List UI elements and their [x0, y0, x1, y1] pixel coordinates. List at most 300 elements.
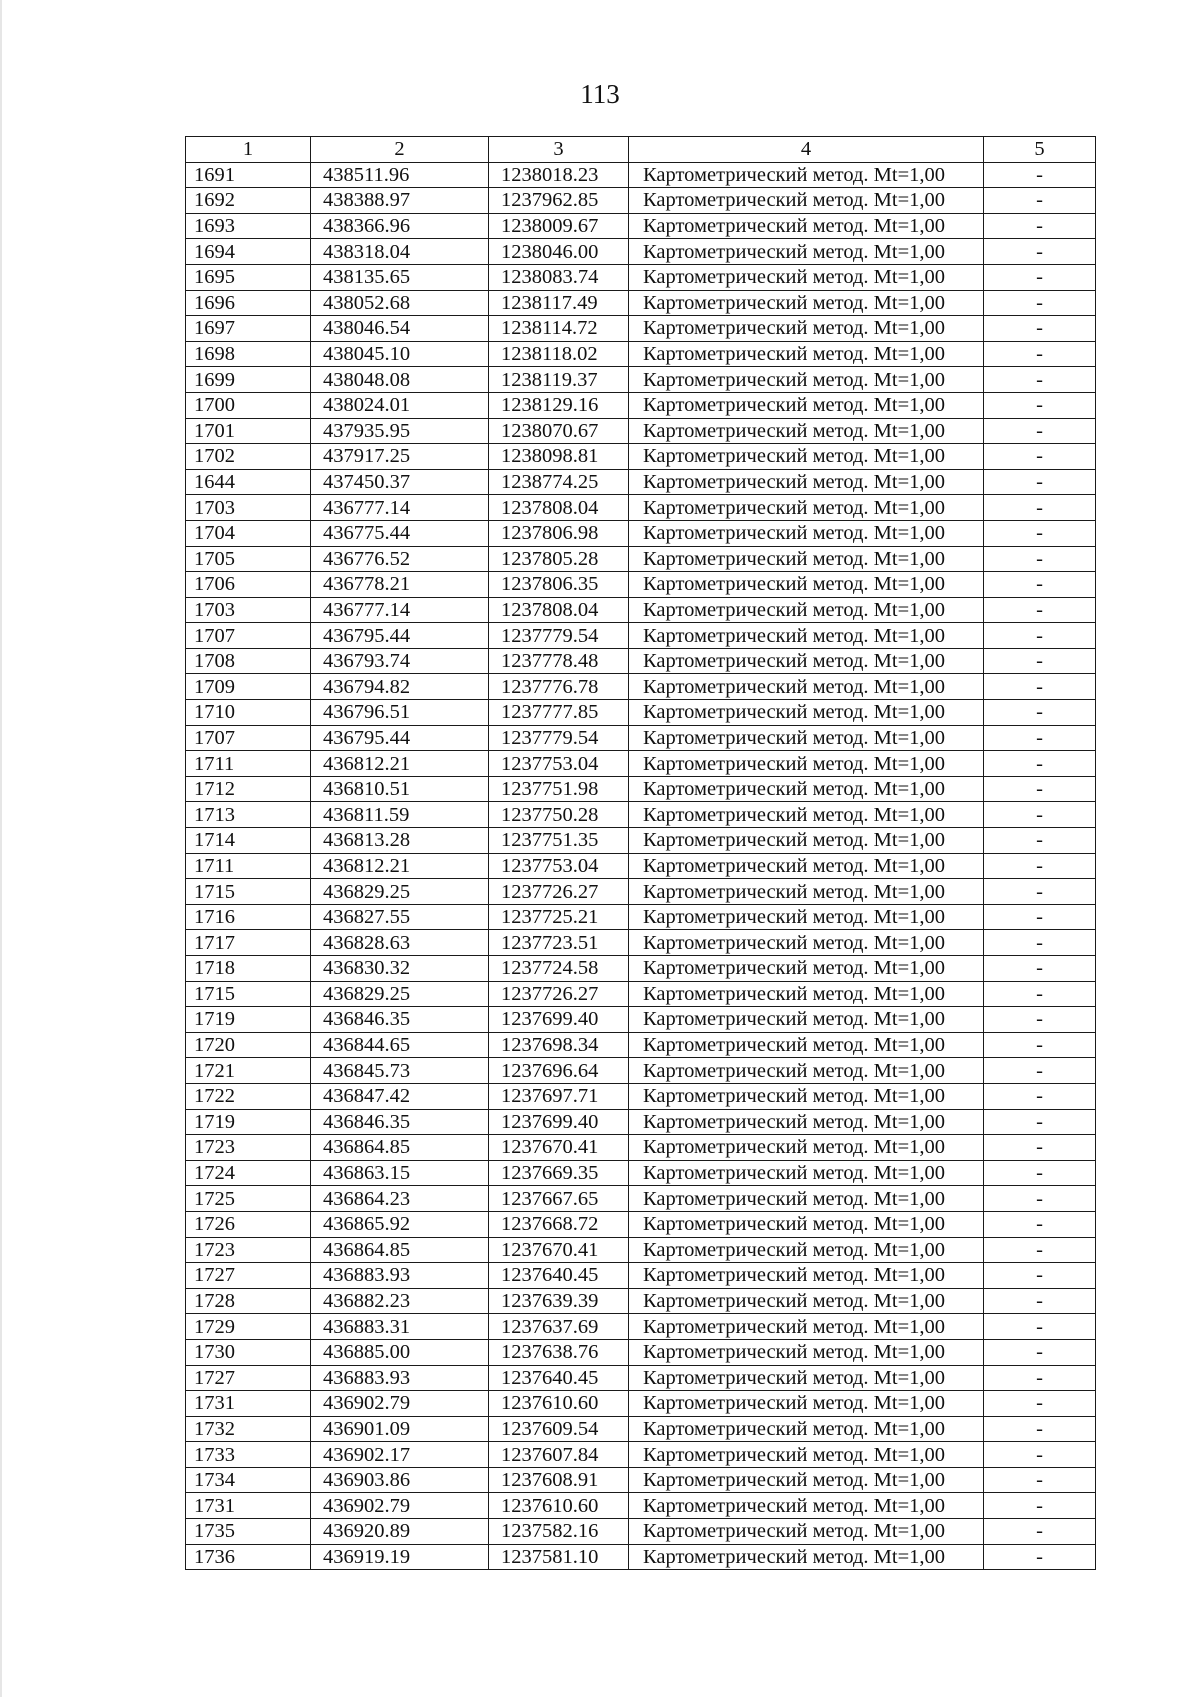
point-number-cell: 1704 — [186, 520, 311, 546]
coord-x-cell: 436846.35 — [311, 1007, 489, 1033]
coord-y-cell: 1237640.45 — [489, 1263, 629, 1289]
table-row — [186, 1365, 1096, 1391]
point-number-cell: 1696 — [186, 290, 311, 316]
method-cell: Картометрический метод. Mt=1,00 — [629, 674, 984, 700]
point-number-cell: 1705 — [186, 546, 311, 572]
coord-x-cell: 438024.01 — [311, 392, 489, 418]
coord-y-cell: 1237639.39 — [489, 1288, 629, 1314]
accuracy-cell: - — [984, 418, 1096, 444]
table-row — [186, 1314, 1096, 1340]
point-number-cell: 1710 — [186, 700, 311, 726]
coord-y-cell: 1237697.71 — [489, 1083, 629, 1109]
point-number-cell: 1714 — [186, 828, 311, 854]
accuracy-cell: - — [984, 1058, 1096, 1084]
scan-edge — [0, 0, 2, 1697]
table-row — [186, 700, 1096, 726]
method-cell: Картометрический метод. Mt=1,00 — [629, 1339, 984, 1365]
coord-x-cell: 436864.85 — [311, 1135, 489, 1161]
coord-y-cell: 1237725.21 — [489, 904, 629, 930]
table-row — [186, 1263, 1096, 1289]
accuracy-cell: - — [984, 828, 1096, 854]
method-cell: Картометрический метод. Mt=1,00 — [629, 1519, 984, 1545]
accuracy-cell: - — [984, 1544, 1096, 1570]
accuracy-cell: - — [984, 751, 1096, 777]
coord-y-cell: 1238118.02 — [489, 341, 629, 367]
method-cell: Картометрический метод. Mt=1,00 — [629, 239, 984, 265]
method-cell: Картометрический метод. Mt=1,00 — [629, 1288, 984, 1314]
method-cell: Картометрический метод. Mt=1,00 — [629, 802, 984, 828]
coord-x-cell: 436919.19 — [311, 1544, 489, 1570]
coord-y-cell: 1238070.67 — [489, 418, 629, 444]
coord-x-cell: 436863.15 — [311, 1160, 489, 1186]
coord-x-cell: 436812.21 — [311, 751, 489, 777]
coord-x-cell: 436795.44 — [311, 725, 489, 751]
coord-x-cell: 438046.54 — [311, 316, 489, 342]
coord-x-cell: 436901.09 — [311, 1416, 489, 1442]
table-row — [186, 1467, 1096, 1493]
table-row — [186, 981, 1096, 1007]
point-number-cell: 1735 — [186, 1519, 311, 1545]
point-number-cell: 1715 — [186, 981, 311, 1007]
coord-y-cell: 1237776.78 — [489, 674, 629, 700]
coord-x-cell: 436845.73 — [311, 1058, 489, 1084]
accuracy-cell: - — [984, 623, 1096, 649]
coord-y-cell: 1237696.64 — [489, 1058, 629, 1084]
coord-x-cell: 436883.93 — [311, 1365, 489, 1391]
coord-y-cell: 1237667.65 — [489, 1186, 629, 1212]
coord-y-cell: 1238774.25 — [489, 469, 629, 495]
coord-y-cell: 1237753.04 — [489, 853, 629, 879]
accuracy-cell: - — [984, 290, 1096, 316]
method-cell: Картометрический метод. Mt=1,00 — [629, 623, 984, 649]
coord-x-cell: 437450.37 — [311, 469, 489, 495]
accuracy-cell: - — [984, 1186, 1096, 1212]
coord-y-cell: 1237726.27 — [489, 981, 629, 1007]
point-number-cell: 1724 — [186, 1160, 311, 1186]
coord-x-cell: 436864.23 — [311, 1186, 489, 1212]
table-row — [186, 264, 1096, 290]
coord-y-cell: 1237582.16 — [489, 1519, 629, 1545]
coord-x-cell: 438388.97 — [311, 188, 489, 214]
method-cell: Картометрический метод. Mt=1,00 — [629, 1365, 984, 1391]
method-cell: Картометрический метод. Mt=1,00 — [629, 520, 984, 546]
point-number-cell: 1723 — [186, 1135, 311, 1161]
method-cell: Картометрический метод. Mt=1,00 — [629, 1007, 984, 1033]
point-number-cell: 1722 — [186, 1083, 311, 1109]
coord-y-cell: 1237669.35 — [489, 1160, 629, 1186]
table-row — [186, 469, 1096, 495]
method-cell: Картометрический метод. Mt=1,00 — [629, 1237, 984, 1263]
accuracy-cell: - — [984, 853, 1096, 879]
table-row — [186, 1442, 1096, 1468]
table-row — [186, 418, 1096, 444]
point-number-cell: 1711 — [186, 751, 311, 777]
table-header — [186, 137, 1096, 163]
accuracy-cell: - — [984, 1160, 1096, 1186]
coord-x-cell: 436902.79 — [311, 1391, 489, 1417]
method-cell: Картометрический метод. Mt=1,00 — [629, 751, 984, 777]
table-row — [186, 648, 1096, 674]
point-number-cell: 1703 — [186, 495, 311, 521]
coord-x-cell: 436813.28 — [311, 828, 489, 854]
table-row — [186, 290, 1096, 316]
method-cell: Картометрический метод. Mt=1,00 — [629, 572, 984, 598]
point-number-cell: 1697 — [186, 316, 311, 342]
accuracy-cell: - — [984, 1519, 1096, 1545]
table-row — [186, 776, 1096, 802]
point-number-cell: 1644 — [186, 469, 311, 495]
table-row — [186, 1186, 1096, 1212]
coord-x-cell: 436796.51 — [311, 700, 489, 726]
point-number-cell: 1692 — [186, 188, 311, 214]
coord-y-cell: 1237668.72 — [489, 1211, 629, 1237]
coord-y-cell: 1237723.51 — [489, 930, 629, 956]
accuracy-cell: - — [984, 981, 1096, 1007]
accuracy-cell: - — [984, 316, 1096, 342]
coord-y-cell: 1237750.28 — [489, 802, 629, 828]
coord-x-cell: 438048.08 — [311, 367, 489, 393]
header-col-2: 2 — [311, 137, 489, 163]
table-row — [186, 623, 1096, 649]
coord-x-cell: 436793.74 — [311, 648, 489, 674]
table-row — [186, 188, 1096, 214]
table-row — [186, 162, 1096, 188]
coord-x-cell: 436829.25 — [311, 879, 489, 905]
accuracy-cell: - — [984, 597, 1096, 623]
accuracy-cell: - — [984, 367, 1096, 393]
coord-y-cell: 1237806.98 — [489, 520, 629, 546]
method-cell: Картометрический метод. Mt=1,00 — [629, 956, 984, 982]
accuracy-cell: - — [984, 1493, 1096, 1519]
coord-x-cell: 438366.96 — [311, 213, 489, 239]
point-number-cell: 1701 — [186, 418, 311, 444]
accuracy-cell: - — [984, 1314, 1096, 1340]
table-row — [186, 239, 1096, 265]
coord-y-cell: 1238009.67 — [489, 213, 629, 239]
point-number-cell: 1695 — [186, 264, 311, 290]
header-col-3: 3 — [489, 137, 629, 163]
method-cell: Картометрический метод. Mt=1,00 — [629, 1467, 984, 1493]
coord-x-cell: 438045.10 — [311, 341, 489, 367]
point-number-cell: 1693 — [186, 213, 311, 239]
coord-x-cell: 436902.79 — [311, 1493, 489, 1519]
table-body — [186, 162, 1096, 1570]
method-cell: Картометрический метод. Mt=1,00 — [629, 546, 984, 572]
accuracy-cell: - — [984, 904, 1096, 930]
coord-x-cell: 436777.14 — [311, 495, 489, 521]
table-row — [186, 956, 1096, 982]
accuracy-cell: - — [984, 341, 1096, 367]
table-row — [186, 1493, 1096, 1519]
coord-x-cell: 438052.68 — [311, 290, 489, 316]
coord-x-cell: 438511.96 — [311, 162, 489, 188]
accuracy-cell: - — [984, 879, 1096, 905]
coord-y-cell: 1237699.40 — [489, 1007, 629, 1033]
method-cell: Картометрический метод. Mt=1,00 — [629, 725, 984, 751]
table-row — [186, 392, 1096, 418]
method-cell: Картометрический метод. Mt=1,00 — [629, 1416, 984, 1442]
coord-x-cell: 436810.51 — [311, 776, 489, 802]
accuracy-cell: - — [984, 1237, 1096, 1263]
point-number-cell: 1702 — [186, 444, 311, 470]
coord-y-cell: 1237698.34 — [489, 1032, 629, 1058]
method-cell: Картометрический метод. Mt=1,00 — [629, 316, 984, 342]
coord-y-cell: 1237699.40 — [489, 1109, 629, 1135]
point-number-cell: 1719 — [186, 1007, 311, 1033]
header-col-1: 1 — [186, 137, 311, 163]
coord-y-cell: 1237805.28 — [489, 546, 629, 572]
accuracy-cell: - — [984, 572, 1096, 598]
method-cell: Картометрический метод. Mt=1,00 — [629, 1391, 984, 1417]
point-number-cell: 1699 — [186, 367, 311, 393]
point-number-cell: 1734 — [186, 1467, 311, 1493]
method-cell: Картометрический метод. Mt=1,00 — [629, 1186, 984, 1212]
header-col-5: 5 — [984, 137, 1096, 163]
point-number-cell: 1700 — [186, 392, 311, 418]
table-row — [186, 853, 1096, 879]
method-cell: Картометрический метод. Mt=1,00 — [629, 648, 984, 674]
point-number-cell: 1691 — [186, 162, 311, 188]
coord-y-cell: 1237751.98 — [489, 776, 629, 802]
coord-y-cell: 1238098.81 — [489, 444, 629, 470]
accuracy-cell: - — [984, 213, 1096, 239]
coord-y-cell: 1237806.35 — [489, 572, 629, 598]
table-row — [186, 1237, 1096, 1263]
point-number-cell: 1725 — [186, 1186, 311, 1212]
accuracy-cell: - — [984, 162, 1096, 188]
table-row — [186, 930, 1096, 956]
coord-x-cell: 436882.23 — [311, 1288, 489, 1314]
coord-y-cell: 1237638.76 — [489, 1339, 629, 1365]
point-number-cell: 1731 — [186, 1493, 311, 1519]
method-cell: Картометрический метод. Mt=1,00 — [629, 776, 984, 802]
coord-y-cell: 1237778.48 — [489, 648, 629, 674]
table-row — [186, 751, 1096, 777]
coord-y-cell: 1237607.84 — [489, 1442, 629, 1468]
coord-x-cell: 438135.65 — [311, 264, 489, 290]
coord-x-cell: 436902.17 — [311, 1442, 489, 1468]
accuracy-cell: - — [984, 1007, 1096, 1033]
accuracy-cell: - — [984, 802, 1096, 828]
point-number-cell: 1706 — [186, 572, 311, 598]
coord-x-cell: 436883.93 — [311, 1263, 489, 1289]
table-row — [186, 213, 1096, 239]
coord-y-cell: 1237670.41 — [489, 1135, 629, 1161]
method-cell: Картометрический метод. Mt=1,00 — [629, 1544, 984, 1570]
header-col-4: 4 — [629, 137, 984, 163]
method-cell: Картометрический метод. Mt=1,00 — [629, 444, 984, 470]
coord-x-cell: 436920.89 — [311, 1519, 489, 1545]
coord-x-cell: 436830.32 — [311, 956, 489, 982]
accuracy-cell: - — [984, 264, 1096, 290]
table-row — [186, 1211, 1096, 1237]
point-number-cell: 1718 — [186, 956, 311, 982]
table-row — [186, 674, 1096, 700]
coord-x-cell: 436844.65 — [311, 1032, 489, 1058]
coord-y-cell: 1237962.85 — [489, 188, 629, 214]
method-cell: Картометрический метод. Mt=1,00 — [629, 1442, 984, 1468]
method-cell: Картометрический метод. Mt=1,00 — [629, 469, 984, 495]
coord-x-cell: 436864.85 — [311, 1237, 489, 1263]
coord-y-cell: 1238083.74 — [489, 264, 629, 290]
coord-y-cell: 1237608.91 — [489, 1467, 629, 1493]
method-cell: Картометрический метод. Mt=1,00 — [629, 1263, 984, 1289]
coord-y-cell: 1238129.16 — [489, 392, 629, 418]
method-cell: Картометрический метод. Mt=1,00 — [629, 700, 984, 726]
point-number-cell: 1726 — [186, 1211, 311, 1237]
method-cell: Картометрический метод. Mt=1,00 — [629, 981, 984, 1007]
point-number-cell: 1712 — [186, 776, 311, 802]
coord-x-cell: 436812.21 — [311, 853, 489, 879]
coord-x-cell: 436883.31 — [311, 1314, 489, 1340]
point-number-cell: 1727 — [186, 1263, 311, 1289]
table-row — [186, 1339, 1096, 1365]
coord-x-cell: 436846.35 — [311, 1109, 489, 1135]
table-row — [186, 1135, 1096, 1161]
coord-x-cell: 436794.82 — [311, 674, 489, 700]
coord-x-cell: 436903.86 — [311, 1467, 489, 1493]
table-row — [186, 1391, 1096, 1417]
accuracy-cell: - — [984, 1339, 1096, 1365]
method-cell: Картометрический метод. Mt=1,00 — [629, 597, 984, 623]
accuracy-cell: - — [984, 469, 1096, 495]
coord-y-cell: 1237640.45 — [489, 1365, 629, 1391]
accuracy-cell: - — [984, 1083, 1096, 1109]
coord-x-cell: 436778.21 — [311, 572, 489, 598]
point-number-cell: 1713 — [186, 802, 311, 828]
method-cell: Картометрический метод. Mt=1,00 — [629, 392, 984, 418]
coord-x-cell: 436885.00 — [311, 1339, 489, 1365]
method-cell: Картометрический метод. Mt=1,00 — [629, 162, 984, 188]
point-number-cell: 1709 — [186, 674, 311, 700]
coord-x-cell: 436847.42 — [311, 1083, 489, 1109]
accuracy-cell: - — [984, 546, 1096, 572]
coord-y-cell: 1237726.27 — [489, 879, 629, 905]
coord-y-cell: 1238046.00 — [489, 239, 629, 265]
point-number-cell: 1721 — [186, 1058, 311, 1084]
coord-x-cell: 436865.92 — [311, 1211, 489, 1237]
method-cell: Картометрический метод. Mt=1,00 — [629, 290, 984, 316]
method-cell: Картометрический метод. Mt=1,00 — [629, 1160, 984, 1186]
method-cell: Картометрический метод. Mt=1,00 — [629, 264, 984, 290]
accuracy-cell: - — [984, 1442, 1096, 1468]
coord-y-cell: 1237779.54 — [489, 623, 629, 649]
coord-y-cell: 1237724.58 — [489, 956, 629, 982]
table-row — [186, 1083, 1096, 1109]
point-number-cell: 1723 — [186, 1237, 311, 1263]
method-cell: Картометрический метод. Mt=1,00 — [629, 495, 984, 521]
table-row — [186, 367, 1096, 393]
coord-y-cell: 1237609.54 — [489, 1416, 629, 1442]
point-number-cell: 1715 — [186, 879, 311, 905]
table-row — [186, 444, 1096, 470]
accuracy-cell: - — [984, 1467, 1096, 1493]
accuracy-cell: - — [984, 1135, 1096, 1161]
coord-x-cell: 436827.55 — [311, 904, 489, 930]
point-number-cell: 1727 — [186, 1365, 311, 1391]
table-row — [186, 828, 1096, 854]
coord-x-cell: 436795.44 — [311, 623, 489, 649]
method-cell: Картометрический метод. Mt=1,00 — [629, 930, 984, 956]
point-number-cell: 1728 — [186, 1288, 311, 1314]
table-row — [186, 1109, 1096, 1135]
accuracy-cell: - — [984, 239, 1096, 265]
method-cell: Картометрический метод. Mt=1,00 — [629, 904, 984, 930]
table-row — [186, 1007, 1096, 1033]
coord-x-cell: 436775.44 — [311, 520, 489, 546]
accuracy-cell: - — [984, 674, 1096, 700]
accuracy-cell: - — [984, 1263, 1096, 1289]
coord-y-cell: 1237751.35 — [489, 828, 629, 854]
accuracy-cell: - — [984, 725, 1096, 751]
point-number-cell: 1733 — [186, 1442, 311, 1468]
coordinates-table — [185, 136, 1096, 1570]
accuracy-cell: - — [984, 956, 1096, 982]
point-number-cell: 1716 — [186, 904, 311, 930]
point-number-cell: 1720 — [186, 1032, 311, 1058]
table-row — [186, 1032, 1096, 1058]
table-row — [186, 1519, 1096, 1545]
accuracy-cell: - — [984, 776, 1096, 802]
table-row — [186, 904, 1096, 930]
coord-x-cell: 436811.59 — [311, 802, 489, 828]
table-row — [186, 572, 1096, 598]
point-number-cell: 1729 — [186, 1314, 311, 1340]
point-number-cell: 1698 — [186, 341, 311, 367]
accuracy-cell: - — [984, 392, 1096, 418]
table-row — [186, 1160, 1096, 1186]
accuracy-cell: - — [984, 520, 1096, 546]
table-row — [186, 495, 1096, 521]
accuracy-cell: - — [984, 1032, 1096, 1058]
coord-y-cell: 1237637.69 — [489, 1314, 629, 1340]
accuracy-cell: - — [984, 1365, 1096, 1391]
coord-y-cell: 1238119.37 — [489, 367, 629, 393]
accuracy-cell: - — [984, 1416, 1096, 1442]
point-number-cell: 1694 — [186, 239, 311, 265]
table-row — [186, 316, 1096, 342]
coord-y-cell: 1238114.72 — [489, 316, 629, 342]
coord-y-cell: 1237808.04 — [489, 597, 629, 623]
accuracy-cell: - — [984, 1288, 1096, 1314]
page-number: 113 — [580, 79, 620, 109]
coord-x-cell: 438318.04 — [311, 239, 489, 265]
coord-y-cell: 1237753.04 — [489, 751, 629, 777]
method-cell: Картометрический метод. Mt=1,00 — [629, 879, 984, 905]
method-cell: Картометрический метод. Mt=1,00 — [629, 418, 984, 444]
point-number-cell: 1707 — [186, 623, 311, 649]
coord-x-cell: 437917.25 — [311, 444, 489, 470]
coord-y-cell: 1237610.60 — [489, 1493, 629, 1519]
method-cell: Картометрический метод. Mt=1,00 — [629, 1058, 984, 1084]
accuracy-cell: - — [984, 700, 1096, 726]
method-cell: Картометрический метод. Mt=1,00 — [629, 213, 984, 239]
coord-x-cell: 436829.25 — [311, 981, 489, 1007]
table-row — [186, 341, 1096, 367]
table-row — [186, 597, 1096, 623]
coord-y-cell: 1237777.85 — [489, 700, 629, 726]
method-cell: Картометрический метод. Mt=1,00 — [629, 1314, 984, 1340]
table-row — [186, 802, 1096, 828]
point-number-cell: 1731 — [186, 1391, 311, 1417]
coord-y-cell: 1237670.41 — [489, 1237, 629, 1263]
point-number-cell: 1711 — [186, 853, 311, 879]
coord-x-cell: 437935.95 — [311, 418, 489, 444]
point-number-cell: 1707 — [186, 725, 311, 751]
accuracy-cell: - — [984, 648, 1096, 674]
point-number-cell: 1708 — [186, 648, 311, 674]
method-cell: Картометрический метод. Mt=1,00 — [629, 1211, 984, 1237]
